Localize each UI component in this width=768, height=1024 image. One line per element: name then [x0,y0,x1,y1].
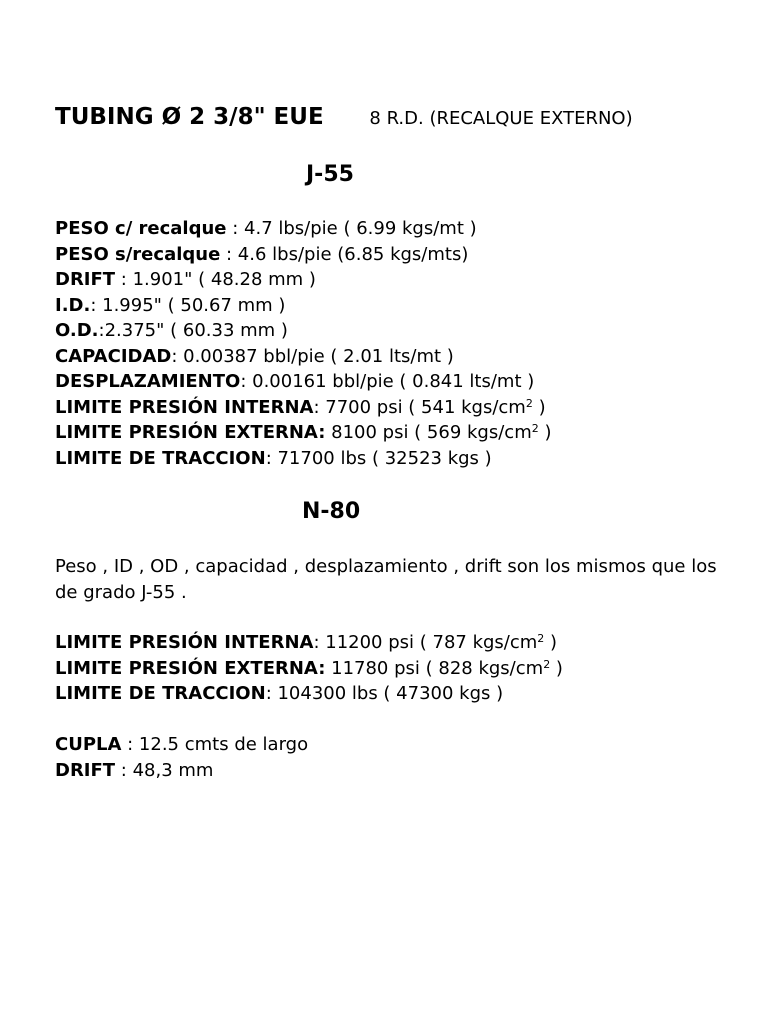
spec-row [55,681,735,707]
spec-label: DRIFT [55,759,116,781]
spec-label: LIMITE PRESIÓN INTERNA [55,396,314,418]
spec-value-tail: ) [544,632,558,653]
spec-label: CUPLA [55,734,122,755]
document-title: TUBING Ø 2 3/8" EUE [55,104,324,130]
grade-heading-j55: J-55 [306,162,354,187]
spec-row [55,420,735,446]
spec-value-tail: ) [538,422,552,443]
spec-label: PESO c/ recalque [55,218,227,239]
n80-specs [55,630,735,707]
spec-row [55,344,735,370]
coupling-specs [55,732,735,783]
spec-value: 8100 psi ( 569 kgs/cm [325,422,532,443]
spec-label: O.D. [55,320,99,341]
spec-label: DRIFT [55,269,116,290]
spec-value-tail: ) [532,396,546,418]
spec-value: :2.375" ( 60.33 mm ) [98,320,288,341]
document-subtitle: 8 R.D. (RECALQUE EXTERNO) [369,108,633,129]
spec-row [55,369,735,395]
spec-label: I.D. [55,294,91,316]
spec-value: : 12.5 cmts de largo [121,734,309,755]
spec-value: : 7700 psi ( 541 kgs/cm [313,396,526,418]
spec-label: LIMITE DE TRACCION [55,447,266,469]
spec-label: LIMITE PRESIÓN INTERNA [55,632,314,653]
spec-row [55,732,735,758]
spec-row [55,446,735,472]
spec-value: : 1.901" ( 48.28 mm ) [115,269,316,290]
spec-row [55,242,735,268]
superscript: 2 [543,657,551,671]
spec-row [55,293,735,319]
spec-value-tail: ) [550,657,563,679]
spec-label: CAPACIDAD [55,345,172,367]
spec-value: : 104300 lbs ( 47300 kgs ) [265,683,504,704]
spec-value: : 11200 psi ( 787 kgs/cm [313,632,538,653]
spec-value: : 1.995" ( 50.67 mm ) [90,294,286,316]
spec-row [55,758,735,784]
superscript: 2 [525,396,533,410]
spec-value: : 4.6 lbs/pie (6.85 kgs/mts) [220,243,469,265]
spec-value: : 0.00161 bbl/pie ( 0.841 lts/mt ) [240,371,535,392]
spec-label: PESO s/recalque [55,243,221,265]
spec-row [55,267,735,293]
superscript: 2 [537,632,545,645]
spec-value: : 71700 lbs ( 32523 kgs ) [265,447,492,469]
spec-label: DESPLAZAMIENTO [55,371,241,392]
spec-row [55,630,735,656]
spec-label: LIMITE DE TRACCION [55,683,266,704]
spec-row [55,318,735,344]
j55-specs [55,216,735,471]
superscript: 2 [531,422,539,435]
n80-note: Peso , ID , OD , capacidad , desplazamiento , drift son los mismos que los de grado J-55 . [55,556,717,603]
spec-value: : 0.00387 bbl/pie ( 2.01 lts/mt ) [171,345,454,367]
spec-label: LIMITE PRESIÓN EXTERNA: [55,422,326,443]
spec-value: 11780 psi ( 828 kgs/cm [325,657,544,679]
title-line [55,104,633,130]
grade-heading-n80: N-80 [302,499,361,524]
spec-value: : 48,3 mm [115,759,214,781]
spec-value: : 4.7 lbs/pie ( 6.99 kgs/mt ) [226,218,477,239]
spec-label: LIMITE PRESIÓN EXTERNA: [55,657,326,679]
spec-row [55,216,735,242]
spec-row [55,656,735,682]
spec-row [55,395,735,421]
